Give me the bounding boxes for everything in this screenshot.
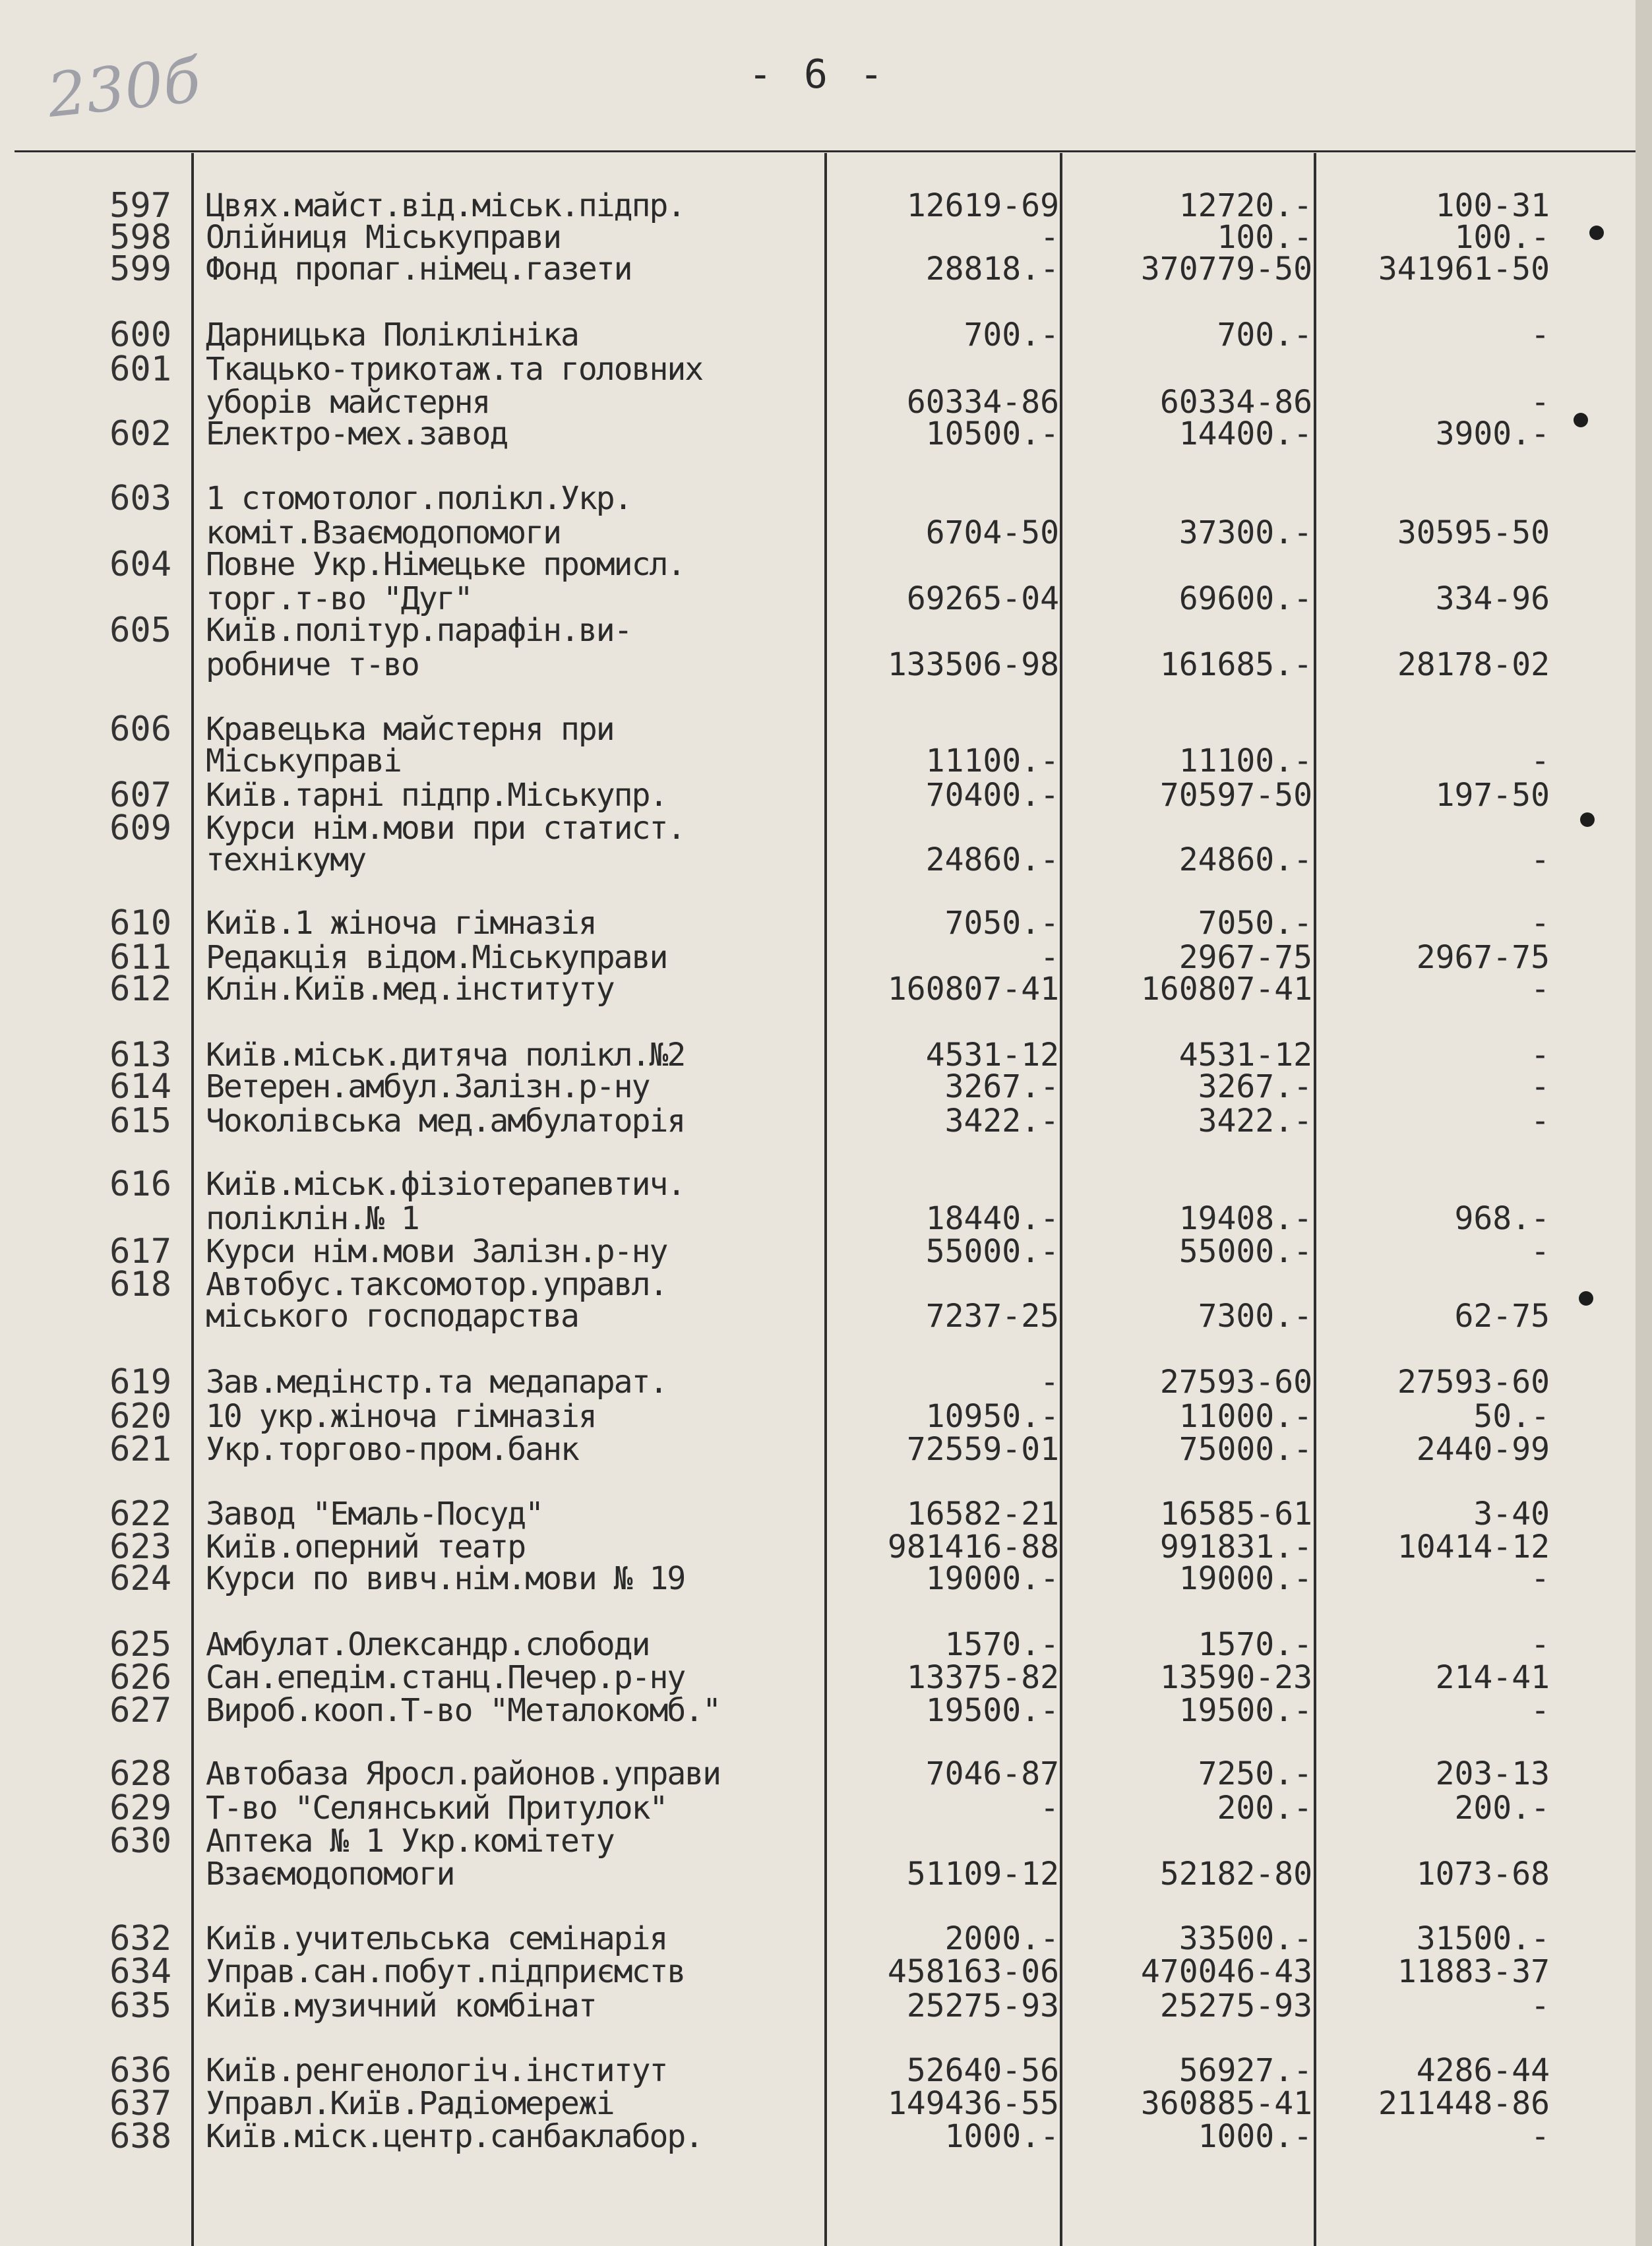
amount-first: 52640-56 xyxy=(906,2052,1059,2089)
amount-second: 19500.- xyxy=(1178,1692,1312,1729)
amount-second: 19000.- xyxy=(1178,1560,1312,1597)
row-number: 634 xyxy=(109,1952,171,1991)
amount-first: 1570.- xyxy=(944,1626,1059,1663)
organization-name: Київ.учительська семінарія xyxy=(206,1920,667,1957)
amount-second: 52182-80 xyxy=(1159,1856,1312,1893)
organization-name: Редакція відом.Міськуправи xyxy=(206,939,667,976)
amount-second: 70597-50 xyxy=(1159,777,1312,814)
amount-first: - xyxy=(1040,1790,1059,1827)
organization-name: Повне Укр.Німецьке промисл. xyxy=(206,546,685,583)
amount-difference: 200.- xyxy=(1454,1790,1550,1827)
row-number: 617 xyxy=(109,1232,171,1271)
organization-name: Амбулат.Олександр.слободи xyxy=(206,1626,650,1663)
amount-second: 55000.- xyxy=(1178,1233,1312,1270)
row-number: 597 xyxy=(109,186,171,226)
organization-name: Ткацько-трикотаж.та головних xyxy=(206,351,703,388)
amount-second: 12720.- xyxy=(1178,187,1312,224)
amount-difference: 100.- xyxy=(1454,219,1550,256)
amount-difference: 211448-86 xyxy=(1378,2085,1550,2122)
row-number: 600 xyxy=(109,315,171,355)
row-number: 638 xyxy=(109,2117,171,2156)
amount-difference: - xyxy=(1531,1692,1550,1729)
punch-hole xyxy=(1574,413,1588,427)
amount-first: 10500.- xyxy=(925,415,1059,452)
organization-name: Київ.1 жіноча гімназія xyxy=(206,905,596,942)
amount-first: 12619-69 xyxy=(906,187,1059,224)
row-number: 614 xyxy=(109,1067,171,1107)
punch-hole xyxy=(1580,812,1595,827)
organization-name: міського господарства xyxy=(206,1298,578,1335)
organization-name: коміт.Взаємодопомоги xyxy=(206,514,561,551)
amount-first: 24860.- xyxy=(925,841,1059,878)
column-divider-second xyxy=(1314,153,1316,2246)
row-number: 604 xyxy=(109,545,171,584)
amount-first: 10950.- xyxy=(925,1398,1059,1435)
organization-name: Ветерен.амбул.Залізн.р-ну xyxy=(206,1068,650,1105)
column-divider-number xyxy=(191,153,194,2246)
row-number: 609 xyxy=(109,808,171,848)
organization-name: Цвях.майст.від.міськ.підпр. xyxy=(206,187,685,224)
organization-name: Сан.епедім.станц.Печер.р-ну xyxy=(206,1659,685,1696)
organization-name: Автобус.таксомотор.управл. xyxy=(206,1266,667,1303)
amount-difference: 27593-60 xyxy=(1397,1364,1550,1401)
amount-second: 7050.- xyxy=(1198,905,1312,942)
row-number: 615 xyxy=(109,1101,171,1141)
row-number: 618 xyxy=(109,1265,171,1304)
organization-name: Київ.ренгенологіч.інститут xyxy=(206,2052,667,2089)
organization-name: Курси нім.мови при статист. xyxy=(206,810,685,847)
amount-second: 11100.- xyxy=(1178,743,1312,779)
amount-difference: 50.- xyxy=(1473,1398,1550,1435)
row-number: 605 xyxy=(109,611,171,650)
amount-first: 2000.- xyxy=(944,1920,1059,1957)
organization-name: Київ.політур.парафін.ви- xyxy=(206,612,632,649)
organization-name: 10 укр.жіноча гімназія xyxy=(206,1398,596,1435)
amount-difference: 197-50 xyxy=(1435,777,1550,814)
organization-name: Зав.медінстр.та медапарат. xyxy=(206,1364,667,1401)
organization-name: Управ.сан.побут.підприємств xyxy=(206,1953,685,1990)
amount-second: 25275-93 xyxy=(1159,1988,1312,2024)
header-rule xyxy=(15,150,1636,152)
row-number: 606 xyxy=(109,710,171,749)
row-number: 629 xyxy=(109,1788,171,1828)
organization-name: Т-во "Селянський Притулок" xyxy=(206,1790,667,1827)
amount-second: 16585-61 xyxy=(1159,1496,1312,1533)
row-number: 616 xyxy=(109,1165,171,1204)
amount-difference: - xyxy=(1531,1103,1550,1139)
amount-second: 370779-50 xyxy=(1140,251,1312,288)
row-number: 630 xyxy=(109,1821,171,1861)
amount-first: 19500.- xyxy=(925,1692,1059,1729)
organization-name: Управл.Київ.Радіомережі xyxy=(206,2085,614,2122)
amount-difference: 1073-68 xyxy=(1416,1856,1550,1893)
row-number: 636 xyxy=(109,2051,171,2090)
amount-first: 981416-88 xyxy=(887,1529,1059,1565)
amount-difference: 341961-50 xyxy=(1378,251,1550,288)
amount-second: 37300.- xyxy=(1178,514,1312,551)
amount-first: 7050.- xyxy=(944,905,1059,942)
row-number: 612 xyxy=(109,969,171,1009)
amount-first: 16582-21 xyxy=(906,1496,1059,1533)
row-number: 637 xyxy=(109,2084,171,2123)
row-number: 598 xyxy=(109,218,171,257)
organization-name: уборів майстерня xyxy=(206,384,490,421)
organization-name: Вироб.кооп.Т-во "Металокомб." xyxy=(206,1692,721,1729)
amount-first: 3422.- xyxy=(944,1103,1059,1139)
amount-first: 6704-50 xyxy=(925,514,1059,551)
amount-difference: - xyxy=(1531,2118,1550,2155)
row-number: 632 xyxy=(109,1919,171,1958)
amount-second: 200.- xyxy=(1217,1790,1312,1827)
amount-difference: 4286-44 xyxy=(1416,2052,1550,2089)
organization-name: 1 стомотолог.полікл.Укр. xyxy=(206,480,632,517)
amount-difference: 28178-02 xyxy=(1397,646,1550,683)
amount-second: 161685.- xyxy=(1159,646,1312,683)
organization-name: Укр.торгово-пром.банк xyxy=(206,1431,578,1468)
organization-name: Фонд пропаг.німец.газети xyxy=(206,251,632,288)
amount-first: 458163-06 xyxy=(887,1953,1059,1990)
amount-first: 13375-82 xyxy=(906,1659,1059,1696)
organization-name: Аптека № 1 Укр.комітету xyxy=(206,1823,614,1860)
amount-first: 69265-04 xyxy=(906,580,1059,617)
amount-second: 4531-12 xyxy=(1178,1037,1312,1074)
row-number: 601 xyxy=(109,349,171,389)
amount-first: 3267.- xyxy=(944,1068,1059,1105)
amount-difference: - xyxy=(1531,384,1550,421)
organization-name: Чоколівська мед.амбулаторія xyxy=(206,1103,685,1139)
organization-name: торг.т-во "Дуг" xyxy=(206,580,472,617)
amount-second: 470046-43 xyxy=(1140,1953,1312,1990)
page-edge xyxy=(1636,0,1652,2246)
amount-difference: - xyxy=(1531,905,1550,942)
organization-name: Київ.міськ.дитяча полікл.№2 xyxy=(206,1037,685,1074)
amount-difference: 3900.- xyxy=(1435,415,1550,452)
organization-name: Дарницька Поліклініка xyxy=(206,317,578,353)
organization-name: Київ.міськ.фізіотерапевтич. xyxy=(206,1166,685,1203)
amount-first: 149436-55 xyxy=(887,2085,1059,2122)
row-number: 613 xyxy=(109,1035,171,1075)
amount-difference: 3-40 xyxy=(1473,1496,1550,1533)
row-number: 607 xyxy=(109,775,171,815)
amount-second: 33500.- xyxy=(1178,1920,1312,1957)
amount-difference: 968.- xyxy=(1454,1200,1550,1237)
row-number: 620 xyxy=(109,1397,171,1436)
organization-name: Електро-мех.завод xyxy=(206,415,508,452)
amount-difference: 214-41 xyxy=(1435,1659,1550,1696)
amount-first: 700.- xyxy=(964,317,1059,353)
organization-name: Курси по вивч.нім.мови № 19 xyxy=(206,1560,685,1597)
amount-second: 1570.- xyxy=(1198,1626,1312,1663)
amount-first: 28818.- xyxy=(925,251,1059,288)
organization-name: Київ.міск.центр.санбаклабор. xyxy=(206,2118,703,2155)
amount-second: 100.- xyxy=(1217,219,1312,256)
row-number: 623 xyxy=(109,1527,171,1567)
row-number: 626 xyxy=(109,1658,171,1697)
row-number: 619 xyxy=(109,1362,171,1402)
amount-second: 24860.- xyxy=(1178,841,1312,878)
amount-second: 3267.- xyxy=(1198,1068,1312,1105)
amount-first: - xyxy=(1040,1364,1059,1401)
amount-first: 133506-98 xyxy=(887,646,1059,683)
amount-second: 991831.- xyxy=(1159,1529,1312,1565)
page-number: - 6 - xyxy=(748,51,888,98)
organization-name: Київ.оперний театр xyxy=(206,1529,526,1565)
amount-first: 18440.- xyxy=(925,1200,1059,1237)
organization-name: Олійниця Міськуправи xyxy=(206,219,561,256)
amount-first: 4531-12 xyxy=(925,1037,1059,1074)
amount-difference: - xyxy=(1531,1037,1550,1074)
amount-second: 11000.- xyxy=(1178,1398,1312,1435)
organization-name: Міськуправі xyxy=(206,743,401,779)
amount-first: 19000.- xyxy=(925,1560,1059,1597)
amount-difference: 11883-37 xyxy=(1397,1953,1550,1990)
amount-first: 51109-12 xyxy=(906,1856,1059,1893)
row-number: 628 xyxy=(109,1754,171,1794)
amount-second: 14400.- xyxy=(1178,415,1312,452)
organization-name: робниче т-во xyxy=(206,646,419,683)
amount-first: - xyxy=(1040,939,1059,976)
amount-first: 55000.- xyxy=(925,1233,1059,1270)
row-number: 602 xyxy=(109,414,171,454)
organization-name: Взаємодопомоги xyxy=(206,1856,454,1893)
amount-difference: - xyxy=(1531,1068,1550,1105)
amount-difference: - xyxy=(1531,841,1550,878)
row-number: 624 xyxy=(109,1559,171,1598)
amount-first: 160807-41 xyxy=(887,971,1059,1008)
punch-hole xyxy=(1589,226,1604,240)
amount-first: 25275-93 xyxy=(906,1988,1059,2024)
archive-mark: 230б xyxy=(44,45,204,131)
amount-second: 700.- xyxy=(1217,317,1312,353)
amount-first: 7046-87 xyxy=(925,1755,1059,1792)
amount-difference: - xyxy=(1531,1560,1550,1597)
row-number: 610 xyxy=(109,903,171,943)
amount-second: 7300.- xyxy=(1198,1298,1312,1335)
row-number: 599 xyxy=(109,249,171,289)
amount-difference: - xyxy=(1531,1988,1550,2024)
amount-difference: - xyxy=(1531,1626,1550,1663)
row-number: 635 xyxy=(109,1986,171,2026)
organization-name: Київ.тарні підпр.Міськупр. xyxy=(206,777,667,814)
amount-second: 360885-41 xyxy=(1140,2085,1312,2122)
amount-difference: - xyxy=(1531,317,1550,353)
amount-second: 69600.- xyxy=(1178,580,1312,617)
amount-first: 72559-01 xyxy=(906,1431,1059,1468)
organization-name: Автобаза Яросл.районов.управи xyxy=(206,1755,721,1792)
column-divider-first xyxy=(1060,153,1062,2246)
amount-second: 75000.- xyxy=(1178,1431,1312,1468)
amount-difference: 30595-50 xyxy=(1397,514,1550,551)
row-number: 603 xyxy=(109,479,171,518)
amount-second: 56927.- xyxy=(1178,2052,1312,2089)
organization-name: Завод "Емаль-Посуд" xyxy=(206,1496,543,1533)
amount-second: 7250.- xyxy=(1198,1755,1312,1792)
amount-second: 60334-86 xyxy=(1159,384,1312,421)
organization-name: поліклін.№ 1 xyxy=(206,1200,419,1237)
amount-difference: - xyxy=(1531,743,1550,779)
organization-name: технікуму xyxy=(206,841,366,878)
amount-difference: 31500.- xyxy=(1416,1920,1550,1957)
amount-difference: 334-96 xyxy=(1435,580,1550,617)
amount-first: - xyxy=(1040,219,1059,256)
organization-name: Курси нім.мови Залізн.р-ну xyxy=(206,1233,667,1270)
amount-difference: 62-75 xyxy=(1454,1298,1550,1335)
row-number: 627 xyxy=(109,1691,171,1730)
row-number: 611 xyxy=(109,938,171,977)
amount-second: 27593-60 xyxy=(1159,1364,1312,1401)
amount-difference: - xyxy=(1531,971,1550,1008)
amount-difference: 203-13 xyxy=(1435,1755,1550,1792)
amount-first: 1000.- xyxy=(944,2118,1059,2155)
amount-second: 2967-75 xyxy=(1178,939,1312,976)
amount-second: 13590-23 xyxy=(1159,1659,1312,1696)
amount-difference: 10414-12 xyxy=(1397,1529,1550,1565)
amount-first: 60334-86 xyxy=(906,384,1059,421)
amount-first: 11100.- xyxy=(925,743,1059,779)
amount-first: 7237-25 xyxy=(925,1298,1059,1335)
amount-first: 70400.- xyxy=(925,777,1059,814)
organization-name: Кравецька майстерня при xyxy=(206,711,614,748)
punch-hole xyxy=(1579,1291,1593,1306)
amount-difference: 2440-99 xyxy=(1416,1431,1550,1468)
row-number: 621 xyxy=(109,1430,171,1469)
amount-second: 1000.- xyxy=(1198,2118,1312,2155)
organization-name: Клін.Київ.мед.інституту xyxy=(206,971,614,1008)
amount-difference: - xyxy=(1531,1233,1550,1270)
amount-second: 3422.- xyxy=(1198,1103,1312,1139)
row-number: 625 xyxy=(109,1625,171,1664)
amount-difference: 100-31 xyxy=(1435,187,1550,224)
organization-name: Київ.музичний комбінат xyxy=(206,1988,596,2024)
amount-second: 19408.- xyxy=(1178,1200,1312,1237)
row-number: 622 xyxy=(109,1494,171,1534)
amount-second: 160807-41 xyxy=(1140,971,1312,1008)
amount-difference: 2967-75 xyxy=(1416,939,1550,976)
